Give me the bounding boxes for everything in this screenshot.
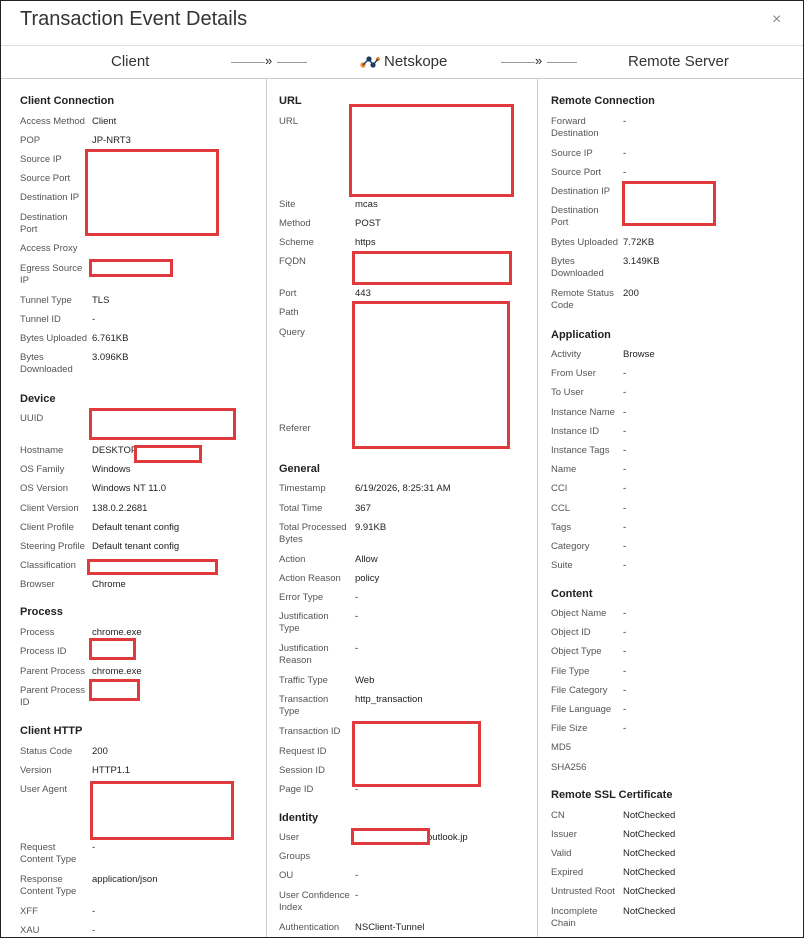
field-label: FQDN xyxy=(279,256,306,267)
field-label: File Category xyxy=(551,685,608,696)
field-label: Authentication xyxy=(279,922,340,933)
field-value: - xyxy=(355,870,359,881)
field-value: Browse xyxy=(623,349,655,360)
redaction-box xyxy=(89,408,236,440)
field-label: Egress Source IP xyxy=(20,263,83,286)
redaction-box xyxy=(622,181,716,226)
field-value: - xyxy=(623,685,627,696)
field-label: Status Code xyxy=(20,746,73,757)
field-label: Forward Destination xyxy=(551,116,599,139)
field-value: chrome.exe xyxy=(92,627,142,638)
field-label: Expired xyxy=(551,867,584,878)
field-value: HTTP1.1 xyxy=(92,765,131,776)
field-label: Client Version xyxy=(20,503,79,514)
field-label: Bytes Uploaded xyxy=(551,237,619,248)
chevron-right-icon: » xyxy=(535,53,543,68)
field-value: NotChecked xyxy=(623,810,676,821)
dialog-title: Transaction Event Details xyxy=(20,8,248,30)
flow-netskope-label: Netskope xyxy=(384,53,448,70)
field-label: Hostname xyxy=(20,445,64,456)
field-label: Timestamp xyxy=(279,483,326,494)
field-label: Suite xyxy=(551,560,573,571)
field-label: Destination Port xyxy=(20,212,68,235)
field-label: Port xyxy=(279,288,297,299)
field-value: - xyxy=(92,906,96,917)
field-value: mcas xyxy=(355,199,378,210)
column-divider xyxy=(266,79,267,937)
field-value: - xyxy=(623,522,627,533)
field-label: Parent Process ID xyxy=(20,685,85,708)
redaction-box xyxy=(352,721,481,787)
field-label: Instance Tags xyxy=(551,445,610,456)
field-label: UUID xyxy=(20,413,44,424)
field-label: Error Type xyxy=(279,592,324,603)
field-label: Process ID xyxy=(20,646,67,657)
field-value: - xyxy=(355,611,359,622)
field-value: - xyxy=(623,503,627,514)
field-value: - xyxy=(92,925,96,936)
flow-divider xyxy=(1,78,803,79)
field-value: - xyxy=(623,445,627,456)
field-label: Incomplete Chain xyxy=(551,906,598,929)
field-value: Allow xyxy=(355,554,378,565)
field-label: Process xyxy=(20,627,55,638)
field-label: Transaction ID xyxy=(279,726,341,737)
redaction-box xyxy=(351,828,430,845)
field-label: Site xyxy=(279,199,296,210)
redaction-box xyxy=(90,781,234,840)
field-value: - xyxy=(355,784,359,795)
field-label: Transaction Type xyxy=(279,694,329,717)
field-label: Query xyxy=(279,327,305,338)
chevron-right-icon: » xyxy=(265,53,273,68)
field-value: - xyxy=(623,560,627,571)
field-label: Session ID xyxy=(279,765,325,776)
field-value: - xyxy=(623,608,627,619)
field-value: 7.72KB xyxy=(623,237,655,248)
field-label: File Type xyxy=(551,666,590,677)
field-label: SHA256 xyxy=(551,762,587,773)
field-label: Destination Port xyxy=(551,205,599,228)
close-icon[interactable]: × xyxy=(772,11,782,28)
field-label: Action Reason xyxy=(279,573,341,584)
redaction-box xyxy=(89,679,140,701)
field-value: NotChecked xyxy=(623,886,676,897)
flow-arrow-line xyxy=(231,62,265,63)
field-label: User xyxy=(279,832,300,843)
field-label: To User xyxy=(551,387,584,398)
field-value: - xyxy=(92,314,96,325)
field-label: Object Name xyxy=(551,608,607,619)
field-value: Windows NT 11.0 xyxy=(92,483,167,494)
field-value: 200 xyxy=(623,288,639,299)
field-value: - xyxy=(92,842,96,853)
field-value: 200 xyxy=(92,746,108,757)
field-label: Category xyxy=(551,541,590,552)
section-title: URL xyxy=(279,95,302,107)
field-label: Page ID xyxy=(279,784,314,795)
field-label: Client Profile xyxy=(20,522,74,533)
field-value: - xyxy=(623,666,627,677)
field-value: NotChecked xyxy=(623,906,676,917)
field-label: Classification xyxy=(20,560,76,571)
field-label: Method xyxy=(279,218,311,229)
field-label: Steering Profile xyxy=(20,541,85,552)
redaction-box xyxy=(352,301,510,449)
flow-arrow-line xyxy=(501,62,535,63)
field-value: - xyxy=(355,890,359,901)
field-value: NotChecked xyxy=(623,829,676,840)
field-value: - xyxy=(623,426,627,437)
field-value: - xyxy=(623,167,627,178)
field-label: Remote Status Code xyxy=(551,288,614,311)
field-label: Source IP xyxy=(20,154,62,165)
field-value: Windows xyxy=(92,464,131,475)
redaction-box xyxy=(87,559,218,575)
redaction-box xyxy=(89,259,173,277)
flow-remote-label: Remote Server xyxy=(628,53,729,70)
section-title: Process xyxy=(20,606,63,618)
field-value: - xyxy=(355,592,359,603)
field-value: NSClient-Tunnel xyxy=(355,922,425,933)
field-label: Instance Name xyxy=(551,407,615,418)
field-value: - xyxy=(623,704,627,715)
field-value: - xyxy=(623,148,627,159)
field-value: Client xyxy=(92,116,117,127)
field-label: Justification Reason xyxy=(279,643,329,666)
field-label: Destination IP xyxy=(551,186,611,197)
field-label: Source Port xyxy=(20,173,71,184)
section-title: Client HTTP xyxy=(20,725,83,737)
section-title: Remote Connection xyxy=(551,95,655,107)
field-label: Destination IP xyxy=(20,192,80,203)
field-label: Request ID xyxy=(279,746,327,757)
field-label: Total Time xyxy=(279,503,323,514)
field-label: File Language xyxy=(551,704,612,715)
field-value: - xyxy=(623,483,627,494)
field-label: Valid xyxy=(551,848,572,859)
field-label: Access Proxy xyxy=(20,243,78,254)
field-label: XFF xyxy=(20,906,38,917)
field-label: Access Method xyxy=(20,116,85,127)
flow-client-label: Client xyxy=(111,53,150,70)
field-value: policy xyxy=(355,573,380,584)
field-label: Object ID xyxy=(551,627,591,638)
redaction-box xyxy=(134,445,202,463)
field-label: POP xyxy=(20,135,41,146)
field-label: Bytes Downloaded xyxy=(551,256,604,279)
field-label: Parent Process xyxy=(20,666,85,677)
section-title: Client Connection xyxy=(20,95,115,107)
field-value: chrome.exe xyxy=(92,666,142,677)
flow-netskope xyxy=(360,53,447,73)
section-title: Device xyxy=(20,393,56,405)
field-value: 3.149KB xyxy=(623,256,660,267)
field-value: Default tenant config xyxy=(92,522,180,533)
field-value: Web xyxy=(355,675,375,686)
field-value: outlook.jp xyxy=(427,832,468,843)
field-label: Tunnel ID xyxy=(20,314,61,325)
field-value: application/json xyxy=(92,874,158,885)
field-value: - xyxy=(623,368,627,379)
section-title: Remote SSL Certificate xyxy=(551,789,673,801)
field-value: - xyxy=(623,387,627,398)
field-value: - xyxy=(623,723,627,734)
flow-arrow-line xyxy=(277,62,307,63)
field-value: - xyxy=(623,541,627,552)
redaction-box xyxy=(349,104,514,197)
field-label: XAU xyxy=(20,925,40,936)
field-label: Action xyxy=(279,554,306,565)
field-value: - xyxy=(623,116,627,127)
field-label: CCI xyxy=(551,483,568,494)
field-value: 367 xyxy=(355,503,371,514)
redaction-box xyxy=(89,638,136,660)
field-label: OU xyxy=(279,870,294,881)
section-title: Content xyxy=(551,588,593,600)
field-label: Response Content Type xyxy=(20,874,77,897)
field-value: Chrome xyxy=(92,579,126,590)
field-value: - xyxy=(623,627,627,638)
field-label: CN xyxy=(551,810,565,821)
field-label: Tags xyxy=(551,522,572,533)
field-value: https xyxy=(355,237,376,248)
field-label: Groups xyxy=(279,851,311,862)
field-label: Source Port xyxy=(551,167,602,178)
section-title: General xyxy=(279,463,320,475)
field-label: User Confidence Index xyxy=(279,890,350,913)
field-value: 443 xyxy=(355,288,371,299)
field-label: User Agent xyxy=(20,784,67,795)
field-label: Activity xyxy=(551,349,582,360)
field-value: 9.91KB xyxy=(355,522,387,533)
flow-arrow-line xyxy=(547,62,577,63)
field-label: Path xyxy=(279,307,299,318)
field-label: Source IP xyxy=(551,148,593,159)
redaction-box xyxy=(85,149,219,236)
section-title: Application xyxy=(551,329,611,341)
field-value: Default tenant config xyxy=(92,541,180,552)
field-label: Traffic Type xyxy=(279,675,328,686)
field-label: Request Content Type xyxy=(20,842,77,865)
field-label: Instance ID xyxy=(551,426,600,437)
field-label: Tunnel Type xyxy=(20,295,72,306)
field-value: NotChecked xyxy=(623,867,676,878)
field-value: - xyxy=(623,646,627,657)
netskope-logo-icon xyxy=(360,55,380,69)
field-value: DESKTOP xyxy=(92,445,138,456)
field-value: POST xyxy=(355,218,381,229)
field-label: Total Processed Bytes xyxy=(279,522,347,545)
field-label: File Size xyxy=(551,723,588,734)
header-divider xyxy=(1,45,803,46)
field-label: Bytes Uploaded xyxy=(20,333,88,344)
field-label: URL xyxy=(279,116,299,127)
field-label: Justification Type xyxy=(279,611,329,634)
field-value: 138.0.2.2681 xyxy=(92,503,148,514)
field-label: Browser xyxy=(20,579,55,590)
redaction-box xyxy=(352,251,512,285)
field-label: From User xyxy=(551,368,596,379)
field-value: - xyxy=(623,464,627,475)
field-label: Issuer xyxy=(551,829,577,840)
field-value: 3.096KB xyxy=(92,352,129,363)
field-value: - xyxy=(355,643,359,654)
field-value: - xyxy=(623,407,627,418)
field-label: OS Family xyxy=(20,464,65,475)
column-divider xyxy=(537,79,538,937)
field-value: NotChecked xyxy=(623,848,676,859)
field-label: Referer xyxy=(279,423,311,434)
field-label: Untrusted Root xyxy=(551,886,615,897)
field-value: http_transaction xyxy=(355,694,423,705)
field-value: 6/19/2026, 8:25:31 AM xyxy=(355,483,451,494)
field-value: TLS xyxy=(92,295,110,306)
field-label: Name xyxy=(551,464,577,475)
field-value: JP-NRT3 xyxy=(92,135,131,146)
field-label: Bytes Downloaded xyxy=(20,352,73,375)
field-label: Scheme xyxy=(279,237,314,248)
section-title: Identity xyxy=(279,812,319,824)
field-label: Object Type xyxy=(551,646,602,657)
field-label: MD5 xyxy=(551,742,572,753)
field-label: OS Version xyxy=(20,483,69,494)
field-value: 6.761KB xyxy=(92,333,129,344)
field-label: Version xyxy=(20,765,52,776)
field-label: CCL xyxy=(551,503,571,514)
